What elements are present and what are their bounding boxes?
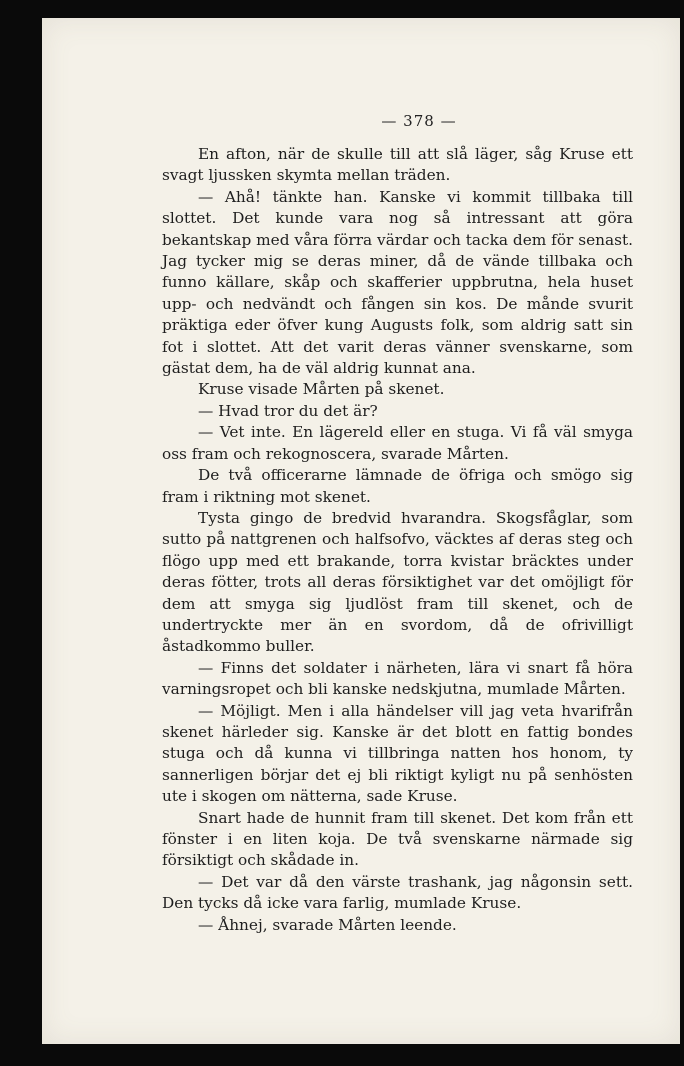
paragraph: — Hvad tror du det är?: [198, 401, 378, 420]
paragraph: — Möjligt. Men i alla händelser vill jag veta hvarifrån skenet härleder sig. Kanske är det blott en fattig bondes stuga och då kunna vi tillbringa natten hos honom, ty sannerligen börjar det ej bli riktigt kyligt nu på senhösten ute i skogen om nätterna, sade Kruse.: [162, 701, 633, 806]
paragraph: — Ahå! tänkte han. Kanske vi kommit tillbaka till slottet. Det kunde vara nog så intressant att göra bekantskap med våra förra värdar och tacka dem för senast. Jag tycker mig se deras miner, då de vände tillbaka och funno källare, skåp och skafferier uppbrutna, hela huset upp- och nedvändt och fången sin kos. De månde svurit präktiga eder öfver kung Augusts folk, som aldrig satt sin fot i slottet. Att det varit deras vänner svenskarne, som gästat dem, ha de väl aldrig kunnat ana.: [162, 187, 633, 378]
paragraph: — Finns det soldater i närheten, lära vi snart få höra varningsropet och bli kanske nedskjutna, mumlade Mårten.: [162, 658, 633, 699]
paragraph: Kruse visade Mårten på skenet.: [198, 380, 445, 399]
book-page: [42, 18, 680, 1044]
paragraph: En afton, när de skulle till att slå läger, såg Kruse ett svagt ljussken skymta mellan träden.: [162, 145, 633, 185]
page-body: [162, 144, 633, 936]
paragraph: — Det var då den värste trashank, jag någonsin sett. Den tycks då icke vara farlig, mumlade Kruse.: [162, 872, 633, 913]
paragraph: Tysta gingo de bredvid hvarandra. Skogsfåglar, som sutto på nattgrenen och halfsofvo, väcktes af deras steg och flögo upp med ett brakande, torra kvistar bräcktes under deras fötter, trots all deras försiktighet var det omöjligt för dem att smyga sig ljudlöst fram till skenet, och de undertryckte mer än en svordom, då de ofrivilligt åstadkommo buller.: [162, 508, 633, 656]
page-number: — 378 —: [381, 112, 457, 130]
paragraph: De två officerarne lämnade de öfriga och smögo sig fram i riktning mot skenet.: [162, 466, 633, 506]
paragraph: Snart hade de hunnit fram till skenet. Det kom från ett fönster i en liten koja. De två svenskarne närmade sig försiktigt och skådade in.: [162, 808, 633, 870]
paragraph: — Vet inte. En lägereld eller en stuga. Vi få väl smyga oss fram och rekognoscera, svarade Mårten.: [162, 423, 633, 463]
paragraph: — Åhnej, svarade Mårten leende.: [198, 915, 457, 934]
